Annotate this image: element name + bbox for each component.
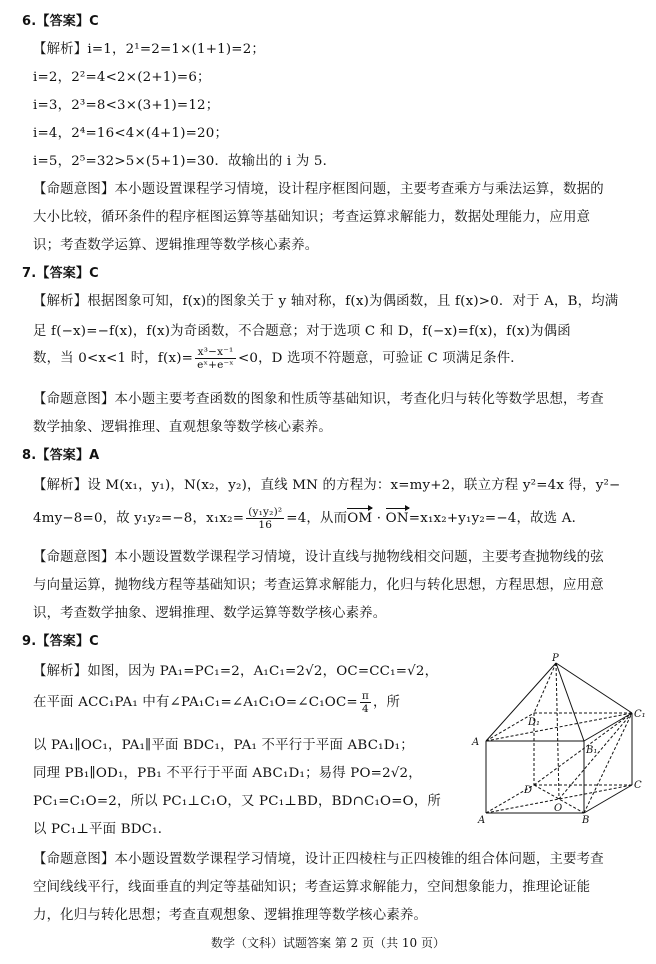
q8-fraction-numerator: (y₁y₂)² xyxy=(248,506,283,518)
q6-analysis-line: i=5，2⁵=32>5×(5+1)=30．故输出的 i 为 5． xyxy=(33,154,337,169)
q8-intent-line: 识，考查数学抽象、逻辑推理、数学运算等数学核心素养。 xyxy=(33,606,387,621)
q9-intent-line: 空间线线平行，线面垂直的判定等基础知识；考查运算求解能力，空间想象能力，推理论证能 xyxy=(33,880,591,895)
label-a: A xyxy=(478,815,486,826)
q7-fraction xyxy=(195,346,236,371)
q7-analysis-line: 足 f(−x)=−f(x)，f(x)为奇函数，不合题意；对于选项 C 和 D，f(−x)=f(x)，f(x)为偶函 xyxy=(33,324,571,339)
q8-analysis-line xyxy=(33,506,585,531)
q7-fraction-numerator: x³−x⁻¹ xyxy=(195,346,236,359)
q9-text: 在平面 ACC₁PA₁ 中有∠PA₁C₁=∠A₁C₁O=∠C₁OC= xyxy=(33,695,358,710)
label-c: C xyxy=(634,780,642,791)
q9-analysis-line xyxy=(33,690,400,715)
q6-answer-heading: 6.【答案】C xyxy=(22,14,99,29)
q9-analysis-line: 同理 PB₁∥OD₁，PB₁ 不平行于平面 ABC₁D₁；易得 PO=2√2， xyxy=(33,766,422,781)
label-p: P xyxy=(552,653,559,664)
q7-analysis-line xyxy=(33,346,524,371)
prism-pyramid-figure xyxy=(464,655,644,825)
edge xyxy=(556,663,559,799)
q9-fraction xyxy=(360,690,371,715)
q6-intent-line: 识；考查数学运算、逻辑推理等数学核心素养。 xyxy=(33,238,319,253)
q6-intent-line: 【命题意图】本小题设置课程学习情境，设计程序框图问题，主要考查乘方与乘法运算，数据的 xyxy=(33,182,604,197)
q8-text: =4，从而 xyxy=(286,511,348,526)
label-b1: B₁ xyxy=(586,745,598,756)
q9-fraction-numerator: π xyxy=(361,690,369,702)
q9-analysis-line: 以 PA₁∥OC₁，PA₁∥平面 BDC₁，PA₁ 不平行于平面 ABC₁D₁； xyxy=(33,738,414,753)
vector-on: ON xyxy=(385,511,409,526)
q7-analysis-line: 【解析】根据图象可知，f(x)的图象关于 y 轴对称，f(x)为偶函数，且 f(x)>0．对于 A，B，均满 xyxy=(33,294,619,309)
label-d: D xyxy=(524,785,533,796)
label-a1: A xyxy=(472,737,480,748)
q8-fraction xyxy=(246,506,284,531)
q9-intent-line: 力，化归与转化思想；考查直观想象、逻辑推理等数学核心素养。 xyxy=(33,908,428,923)
q8-analysis-line: 【解析】设 M(x₁，y₁)，N(x₂，y₂)，直线 MN 的方程为：x=my+2，联立方程 y²=4x 得，y²− xyxy=(33,478,621,493)
edge xyxy=(556,663,584,741)
q6-analysis-line: i=2，2²=4<2×(2+1)=6； xyxy=(33,70,211,85)
q8-text: =x₁x₂+y₁y₂=−4，故选 A． xyxy=(408,511,586,526)
label-c1: C₁ xyxy=(634,709,646,720)
q8-text: 4my−8=0，故 y₁y₂=−8，x₁x₂= xyxy=(33,511,245,526)
edge xyxy=(559,713,632,799)
q9-fraction-denominator: 4 xyxy=(361,703,369,715)
q7-text: 数，当 0<x<1 时，f(x)= xyxy=(33,351,194,366)
q7-intent-line: 【命题意图】本小题主要考查函数的图象和性质等基础知识，考查化归与转化等数学思想，考查 xyxy=(33,392,604,407)
edge xyxy=(486,713,534,741)
q8-dot: · xyxy=(372,511,386,526)
q9-analysis-line: 【解析】如图，因为 PA₁=PC₁=2，A₁C₁=2√2，OC=CC₁=√2， xyxy=(33,664,439,679)
edge xyxy=(534,663,556,713)
vector-om: OM xyxy=(347,511,373,526)
q9-analysis-line: PC₁=C₁O=2，所以 PC₁⊥C₁O，又 PC₁⊥BD，BD∩C₁O=O，所 xyxy=(33,794,441,809)
q8-fraction-denominator: 16 xyxy=(258,519,273,531)
q8-intent-line: 与向量运算，抛物线方程等基础知识；考查运算求解能力，化归与转化思想，方程思想，应用意 xyxy=(33,578,604,593)
page-footer: 数学（文科）试题答案 第 2 页（共 10 页） xyxy=(211,936,445,950)
q7-fraction-denominator: eˣ+e⁻ˣ xyxy=(197,359,234,371)
label-d1: D₁ xyxy=(528,717,541,728)
q9-analysis-line: 以 PC₁⊥平面 BDC₁． xyxy=(33,822,172,837)
q8-answer-heading: 8.【答案】A xyxy=(22,448,100,463)
q7-text: <0，D 选项不符题意，可验证 C 项满足条件． xyxy=(237,351,524,366)
label-o: O xyxy=(554,803,563,814)
q6-intent-line: 大小比较，循环条件的程序框图运算等基础知识；考查运算求解能力，数据处理能力，应用意 xyxy=(33,210,591,225)
q9-intent-line: 【命题意图】本小题设置数学课程学习情境，设计正四棱柱与正四棱锥的组合体问题，主要考查 xyxy=(33,852,604,867)
q7-answer-heading: 7.【答案】C xyxy=(22,266,99,281)
q8-intent-line: 【命题意图】本小题设置数学课程学习情境，设计直线与抛物线相交问题，主要考查抛物线的弦 xyxy=(33,550,604,565)
edge xyxy=(556,663,632,713)
q6-analysis-line: i=4，2⁴=16<4×(4+1)=20； xyxy=(33,126,229,141)
q6-analysis-line: i=3，2³=8<3×(3+1)=12； xyxy=(33,98,220,113)
q9-answer-heading: 9.【答案】C xyxy=(22,634,99,649)
q7-intent-line: 数学抽象、逻辑推理、直观想象等数学核心素养。 xyxy=(33,420,332,435)
q6-analysis-line: 【解析】i=1，2¹=2=1×(1+1)=2； xyxy=(33,42,265,57)
edge xyxy=(584,713,632,813)
edge xyxy=(534,713,632,785)
q9-text: ，所 xyxy=(372,695,401,710)
label-b: B xyxy=(582,815,590,826)
